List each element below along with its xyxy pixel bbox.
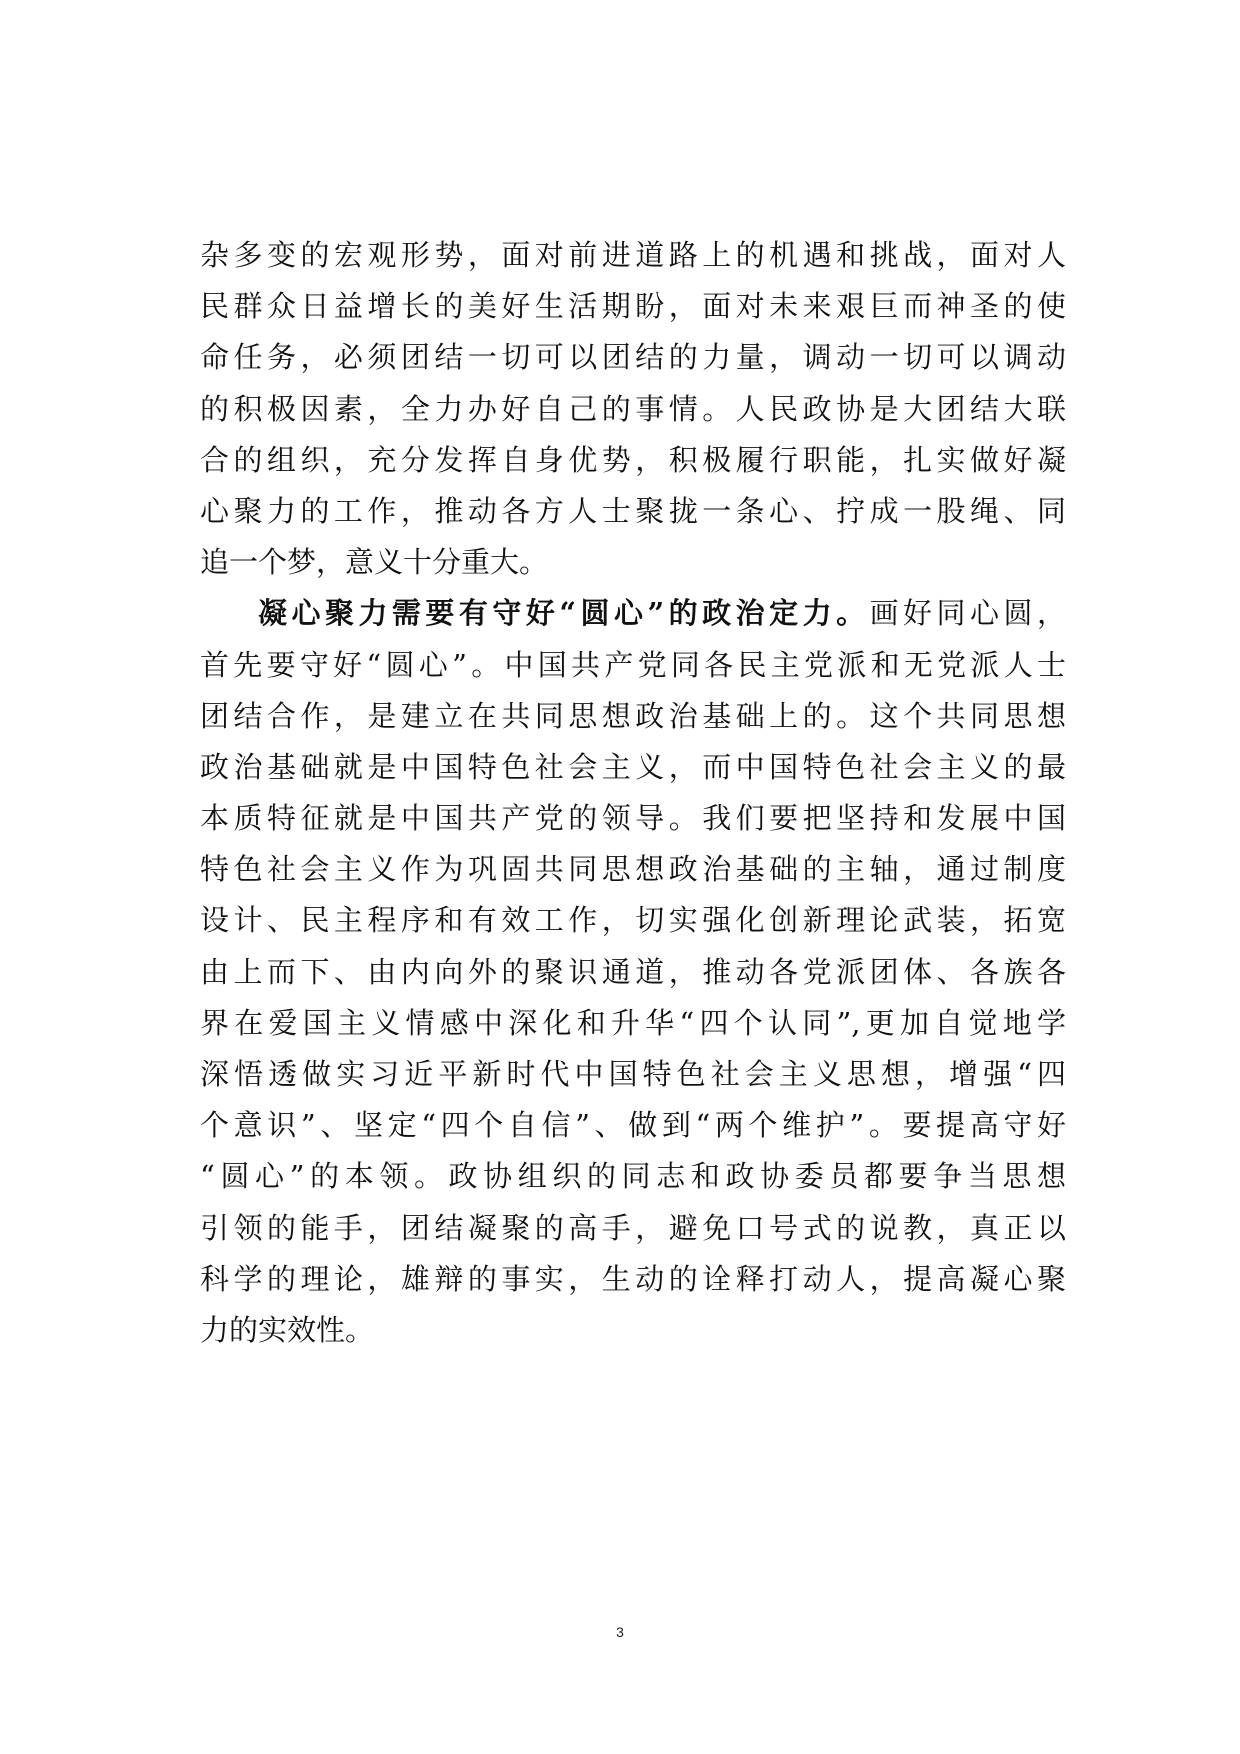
text-line: 个意识”、坚定“四个自信”、做到“两个维护”。要提高守好 (200, 1108, 1066, 1143)
body-text (200, 230, 1066, 1356)
text-line: 由上而下、由内向外的聚识通道，推动各党派团体、各族各 (200, 954, 1066, 989)
paragraph-2-first-line (200, 588, 1066, 639)
text-line: 引领的能手，团结凝聚的高手，避免口号式的说教，真正以 (200, 1210, 1066, 1245)
text-line: 力的实效性。 (200, 1312, 375, 1347)
text-line: 政治基础就是中国特色社会主义，而中国特色社会主义的最 (200, 749, 1066, 784)
text-line: 的积极因素，全力办好自己的事情。人民政协是大团结大联 (200, 391, 1066, 426)
text-line: 特色社会主义作为巩固共同思想政治基础的主轴，通过制度 (200, 852, 1066, 887)
page-number: 3 (616, 1624, 624, 1640)
paragraph-heading: 凝心聚力需要有守好“圆心”的政治定力。 (258, 596, 870, 631)
paragraph-1 (200, 230, 1066, 588)
text-line: 团结合作，是建立在共同思想政治基础上的。这个共同思想 (200, 698, 1066, 733)
text-line: 命任务，必须团结一切可以团结的力量，调动一切可以调动 (200, 340, 1066, 375)
text-line: 心聚力的工作，推动各方人士聚拢一条心、拧成一股绳、同 (200, 493, 1066, 528)
text-line: “圆心”的本领。政协组织的同志和政协委员都要争当思想 (200, 1159, 1066, 1194)
text-line: 界在爱国主义情感中深化和升华“四个认同”,更加自觉地学 (200, 1005, 1066, 1040)
text-line: 设计、民主程序和有效工作，切实强化创新理论武装，拓宽 (200, 903, 1066, 938)
text-line: 深悟透做实习近平新时代中国特色社会主义思想，增强“四 (200, 1057, 1066, 1091)
text-line: 合的组织，充分发挥自身优势，积极履行职能，扎实做好凝 (200, 442, 1066, 477)
text-line: 科学的理论，雄辩的事实，生动的诠释打动人，提高凝心聚 (200, 1261, 1066, 1296)
text-line: 首先要守好“圆心”。中国共产党同各民主党派和无党派人士 (200, 647, 1066, 682)
paragraph-2 (200, 588, 1066, 1356)
text-line: 追一个梦，意义十分重大。 (200, 545, 549, 580)
text-line: 民群众日益增长的美好生活期盼，面对未来艰巨而神圣的使 (200, 289, 1066, 324)
text-line: 杂多变的宏观形势，面对前进道路上的机遇和挑战，面对人 (200, 238, 1066, 272)
text-line: 本质特征就是中国共产党的领导。我们要把坚持和发展中国 (200, 801, 1066, 836)
text-segment: 画好同心圆， (869, 596, 1066, 631)
